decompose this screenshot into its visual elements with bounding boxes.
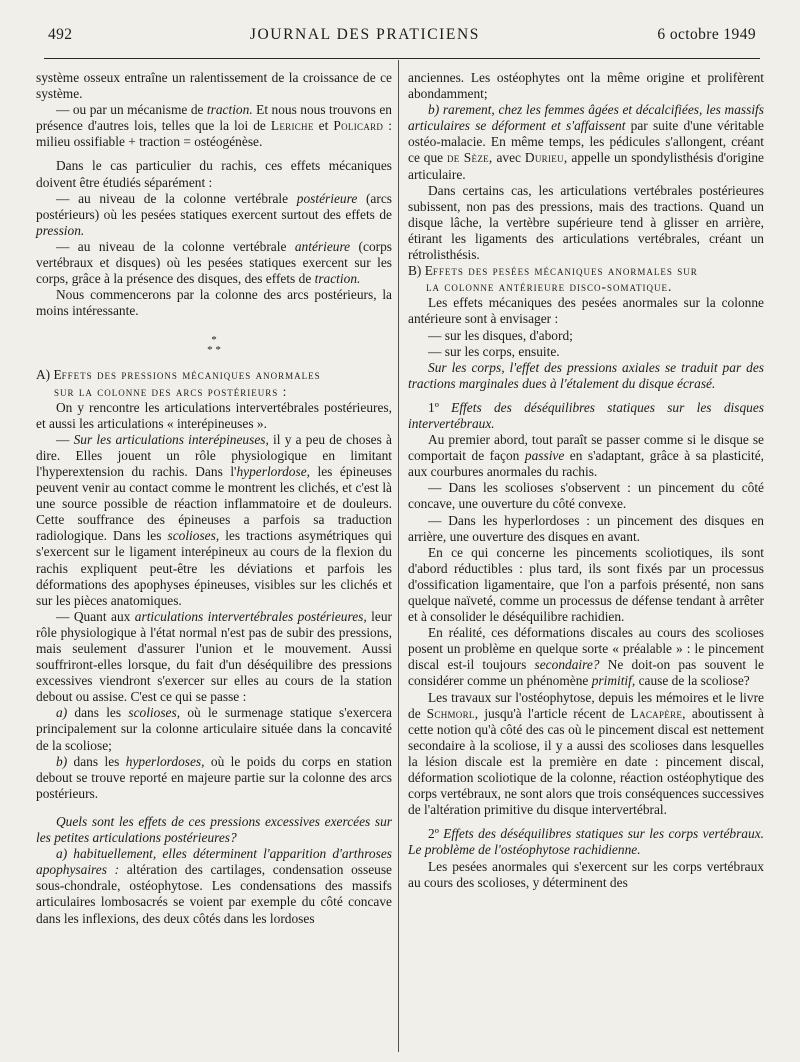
paragraph: — Dans les scolioses s'observent : un pincement du côté concave, une ouverture du côté convexe. [408,480,764,512]
paragraph: Nous commencerons par la colonne des arcs postérieurs, la moins intéressante. [36,287,392,319]
paragraph: Quels sont les effets de ces pressions excessives exercées sur les petites articulations postérieures? [36,813,392,846]
paragraph: système osseux entraîne un ralentissement de la croissance de ce système. [36,70,392,102]
paragraph: Au premier abord, tout paraît se passer comme si le disque se comportait de façon passive en s'adaptant, grâce à sa plasticité, aux courbures anormales du rachis. [408,432,764,480]
list-item: a) dans les scolioses, où le surmenage statique s'exercera principalement sur la colonne articulaire située dans la concavité de la scoliose; [36,705,393,753]
paragraph: — Dans les hyperlordoses : un pincement des disques en arrière, une ouverture des disques en avant. [408,512,764,544]
journal-title: JOURNAL DES PRATICIENS [249,26,480,43]
paragraph: — Sur les articulations interépineuses, il y a peu de choses à dire. Elles jouent un rôle physiologique en limitant l'hyperextension du rachis. Dans l'hyperlordose, les épineuses peuvent venir au contact comme le montrent les clichés, et c'est là une source possible de réaction inflammatoire et de douleurs. Cette souffrance des épineuses a parfois sa traduction radiologique. Dans les scolioses, les tractions asymétriques qui s'exercent sur le ligament interépineux au cours de la flexion du rachis expliquent peut-être les déviations et parfois les déformations des apophyses épineuses, visibles sur les clichés et sur les pièces anatomiques. [36,431,393,608]
section-separator: * * * [207,334,221,357]
list-item: — sur les disques, d'abord; [428,327,573,343]
paragraph: — au niveau de la colonne vertébrale antérieure (corps vertébraux et disques) où les pesées statiques exercent sur les corps, grâce à la présence des disques, des effets de traction. [36,238,393,287]
paragraph: On y rencontre les articulations intervertébrales postérieures, et aussi les articulations « interépineuses ». [36,399,392,431]
list-item: b) dans les hyperlordoses, où le poids du corps en station debout se trouve reporté en majeure partie sur la colonne des arcs postérieurs. [36,753,393,801]
paragraph: Dans le cas particulier du rachis, ces effets mécaniques doivent être étudiés séparément : [36,158,392,190]
paragraph: Les pesées anormales qui s'exercent sur les corps vertébraux au cours des scolioses, y déterminent des [408,858,764,890]
issue-date: 6 octobre 1949 [657,26,756,43]
subsection-heading: 2º Effets des déséquilibres statiques sur les corps vertébraux. Le problème de l'ostéophytose rachidienne. [408,826,764,858]
paragraph: anciennes. Les ostéophytes ont la même origine et prolifèrent abondamment; [408,70,764,102]
paragraph: Dans certains cas, les articulations vertébrales postérieures subissent, non pas des pressions, mais des tractions. Quand un disque lâche, la vertèbre supérieure tend à glisser en arrière, étirant les ligaments des articulations vertébrales, créant un rétrolisthésis. [408,182,764,263]
page-number: 492 [48,26,73,43]
paragraph: Les travaux sur l'ostéophytose, depuis les mémoires et le livre de Schmorl, jusqu'à l'article récent de Lacapère, aboutissent à cette notion qu'à côté des cas où le pincement discal est nettement secondaire à la scoliose, il y a aussi des scolioses dans lesquelles la lésion discale est la première en date : pincement discal, déformation scoliotique de la colonne, réaction ostéophytique des corps vertébraux, ne sont alors que trois conséquences successives de l'altération primitive du disque intervertébral. [408,689,764,818]
column-divider [398,60,399,1052]
paragraph: — ou par un mécanisme de traction. Et nous nous trouvons en présence d'autres lois, telles que la loi de Leriche et Policard : milieu ossifiable + traction = ostéogénèse. [36,102,392,150]
section-heading-a: A) Effets des pressions mécaniques anormales sur la colonne des arcs postérieurs : [36,367,321,399]
paragraph: En ce qui concerne les pincements scoliotiques, ils sont d'abord réductibles : plus tard, ils sont fixés par un processus d'ossification ligamentaire, que l'on a parfois présenté, non sans quelque naïveté, comme un processus de défense tendant à arrêter et à consolider le déséquilibre rachidien. [408,544,764,625]
list-item: a) habituellement, elles déterminent l'apparition d'arthroses apophysaires : altération des cartilages, condensation osseuse sous-chondrale, ostéophytose. Les condensations des massifs articulaires lombosacrés se voient par exemple du côté concave dans les inflexions, des deux côtés dans les lordoses [36,846,392,926]
paragraph: — Quant aux articulations intervertébrales postérieures, leur rôle physiologique à l'état normal n'est pas de subir des pressions, mais seulement d'assurer l'union et le mouvement. Aussi souffriront-elles lorsque, du fait d'un déséquilibre des pressions excessives viendront s'exercer sur elles au cours de la station debout ou assise. C'est ce qui se passe : [36,608,392,705]
paragraph: — au niveau de la colonne vertébrale postérieure (arcs postérieurs) où les pesées statiques exercent surtout des effets de pression. [36,190,392,238]
section-heading-b: B) Effets des pesées mécaniques anormales sur la colonne antérieure disco-somatique. [408,263,698,295]
paragraph: Les effets mécaniques des pesées anormales sur la colonne antérieure sont à envisager : [408,295,764,327]
left-column [36,70,392,927]
list-item: b) rarement, chez les femmes âgées et décalcifiées, les massifs articulaires se déforment et s'affaissent par suite d'une véritable ostéo-malacie. En même temps, les pédicules s'allongent, créant ce que de Sèze, avec Durieu, appelle un spondylisthésis d'origine articulaire. [408,102,764,182]
paragraph: Sur les corps, l'effet des pressions axiales se traduit par des tractions marginales dues à l'étalement du disque écrasé. [408,359,764,391]
list-item: — sur les corps, ensuite. [428,343,560,359]
subsection-heading: 1º Effets des déséquilibres statiques sur les disques intervertébraux. [408,399,764,431]
header-rule [44,58,760,59]
paragraph: En réalité, ces déformations discales au cours des scolioses posent un problème en quelque sorte « préalable » : le pincement discal est-il toujours secondaire? Ne doit-on pas souvent le considérer comme un phénomène primitif, cause de la scoliose? [408,625,764,689]
right-column [408,70,764,891]
running-header [48,26,756,52]
